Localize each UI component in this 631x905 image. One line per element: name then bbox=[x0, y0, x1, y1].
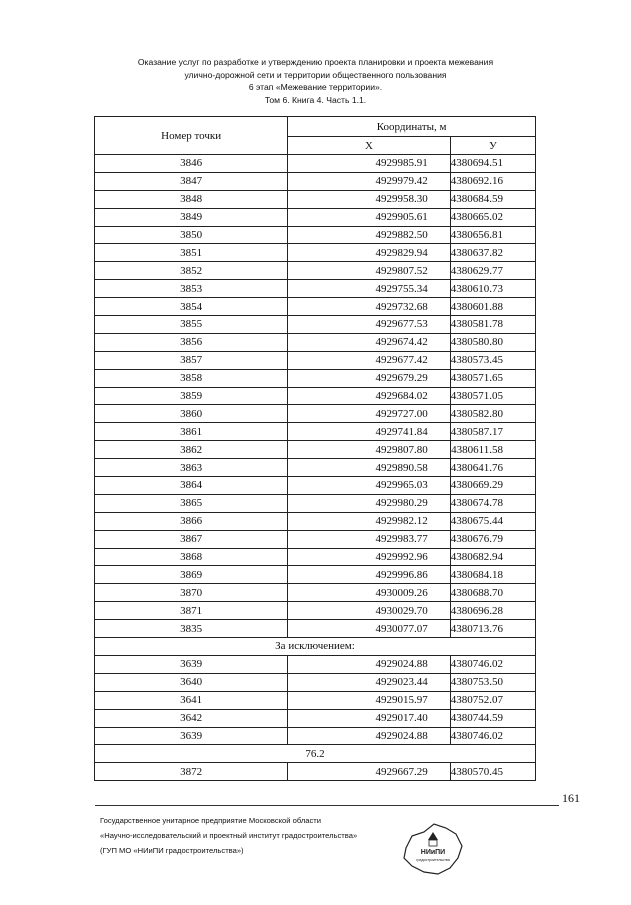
x-coordinate-cell: 4929727.00 bbox=[288, 405, 450, 423]
point-number-cell: 3869 bbox=[95, 566, 288, 584]
point-number-cell: 3642 bbox=[95, 709, 288, 727]
exclusion-label: За исключением: bbox=[95, 638, 536, 656]
table-row bbox=[95, 673, 536, 691]
point-number-cell: 3640 bbox=[95, 673, 288, 691]
y-coordinate-cell: 4380581.78 bbox=[450, 316, 535, 334]
y-coordinate-cell: 4380656.81 bbox=[450, 226, 535, 244]
y-coordinate-cell: 4380587.17 bbox=[450, 423, 535, 441]
x-coordinate-cell: 4929982.12 bbox=[288, 512, 450, 530]
table-header-row bbox=[95, 117, 536, 137]
table-row bbox=[95, 584, 536, 602]
x-coordinate-cell: 4929741.84 bbox=[288, 423, 450, 441]
point-number-cell: 3858 bbox=[95, 369, 288, 387]
exclusion-label-row bbox=[95, 638, 536, 656]
x-coordinate-cell: 4929807.52 bbox=[288, 262, 450, 280]
y-coordinate-cell: 4380684.18 bbox=[450, 566, 535, 584]
table-row bbox=[95, 655, 536, 673]
x-coordinate-cell: 4929677.42 bbox=[288, 351, 450, 369]
footer-line-1: Государственное унитарное предприятие Московской области bbox=[100, 816, 322, 825]
y-coordinate-cell: 4380665.02 bbox=[450, 208, 535, 226]
section-label-row bbox=[95, 745, 536, 763]
point-number-cell: 3846 bbox=[95, 155, 288, 173]
point-number-cell: 3864 bbox=[95, 477, 288, 495]
table-row bbox=[95, 727, 536, 745]
x-coordinate-cell: 4929755.34 bbox=[288, 280, 450, 298]
table-row bbox=[95, 369, 536, 387]
table-row bbox=[95, 387, 536, 405]
y-coordinate-cell: 4380692.16 bbox=[450, 172, 535, 190]
y-coordinate-cell: 4380571.05 bbox=[450, 387, 535, 405]
y-coordinate-cell: 4380675.44 bbox=[450, 512, 535, 530]
point-number-cell: 3866 bbox=[95, 512, 288, 530]
y-coordinate-cell: 4380610.73 bbox=[450, 280, 535, 298]
x-coordinate-cell: 4929732.68 bbox=[288, 298, 450, 316]
x-coordinate-cell: 4929905.61 bbox=[288, 208, 450, 226]
y-coordinate-cell: 4380629.77 bbox=[450, 262, 535, 280]
table-row bbox=[95, 459, 536, 477]
x-coordinate-cell: 4929679.29 bbox=[288, 369, 450, 387]
point-number-cell: 3850 bbox=[95, 226, 288, 244]
point-number-cell: 3848 bbox=[95, 190, 288, 208]
y-coordinate-cell: 4380674.78 bbox=[450, 494, 535, 512]
table-row bbox=[95, 709, 536, 727]
point-number-cell: 3851 bbox=[95, 244, 288, 262]
point-number-cell: 3857 bbox=[95, 351, 288, 369]
table-row bbox=[95, 226, 536, 244]
table-row bbox=[95, 494, 536, 512]
table-row bbox=[95, 298, 536, 316]
point-number-cell: 3859 bbox=[95, 387, 288, 405]
table-row bbox=[95, 691, 536, 709]
table-row bbox=[95, 316, 536, 334]
table-row bbox=[95, 620, 536, 638]
x-coordinate-cell: 4929958.30 bbox=[288, 190, 450, 208]
table-row bbox=[95, 512, 536, 530]
footer-line-2: «Научно-исследовательский и проектный институт градостроительства» bbox=[100, 831, 358, 840]
coordinates-table bbox=[94, 116, 536, 781]
header-line-3: 6 этап «Межевание территории». bbox=[248, 82, 383, 92]
y-coordinate-cell: 4380744.59 bbox=[450, 709, 535, 727]
table-row bbox=[95, 280, 536, 298]
point-number-cell: 3641 bbox=[95, 691, 288, 709]
table-row bbox=[95, 441, 536, 459]
x-coordinate-cell: 4929983.77 bbox=[288, 530, 450, 548]
x-header: X bbox=[288, 137, 450, 155]
x-coordinate-cell: 4929015.97 bbox=[288, 691, 450, 709]
table-row bbox=[95, 351, 536, 369]
point-number-cell: 3855 bbox=[95, 316, 288, 334]
y-coordinate-cell: 4380580.80 bbox=[450, 333, 535, 351]
table-row bbox=[95, 405, 536, 423]
point-number-cell: 3861 bbox=[95, 423, 288, 441]
point-number-cell: 3862 bbox=[95, 441, 288, 459]
coordinates-header: Координаты, м bbox=[288, 117, 536, 137]
y-coordinate-cell: 4380746.02 bbox=[450, 727, 535, 745]
point-number-cell: 3871 bbox=[95, 602, 288, 620]
y-coordinate-cell: 4380753.50 bbox=[450, 673, 535, 691]
point-number-cell: 3867 bbox=[95, 530, 288, 548]
table-row bbox=[95, 190, 536, 208]
header-line-2: улично-дорожной сети и территории общественного пользования bbox=[184, 69, 447, 80]
point-number-cell: 3639 bbox=[95, 727, 288, 745]
point-number-cell: 3849 bbox=[95, 208, 288, 226]
table-row bbox=[95, 208, 536, 226]
table-row bbox=[95, 566, 536, 584]
table-row bbox=[95, 530, 536, 548]
table-row bbox=[95, 423, 536, 441]
y-coordinate-cell: 4380637.82 bbox=[450, 244, 535, 262]
point-number-cell: 3856 bbox=[95, 333, 288, 351]
x-coordinate-cell: 4929882.50 bbox=[288, 226, 450, 244]
y-coordinate-cell: 4380573.45 bbox=[450, 351, 535, 369]
x-coordinate-cell: 4929667.29 bbox=[288, 763, 450, 781]
y-coordinate-cell: 4380688.70 bbox=[450, 584, 535, 602]
x-coordinate-cell: 4929979.42 bbox=[288, 172, 450, 190]
document-header bbox=[60, 56, 571, 106]
x-coordinate-cell: 4929674.42 bbox=[288, 333, 450, 351]
y-coordinate-cell: 4380571.65 bbox=[450, 369, 535, 387]
section-label: 76.2 bbox=[95, 745, 536, 763]
table-row bbox=[95, 602, 536, 620]
x-coordinate-cell: 4929017.40 bbox=[288, 709, 450, 727]
header-line-1: Оказание услуг по разработке и утверждению проекта планировки и проекта межевания bbox=[137, 57, 494, 67]
table-row bbox=[95, 172, 536, 190]
point-number-cell: 3853 bbox=[95, 280, 288, 298]
point-number-cell: 3852 bbox=[95, 262, 288, 280]
point-number-cell: 3865 bbox=[95, 494, 288, 512]
x-coordinate-cell: 4930077.07 bbox=[288, 620, 450, 638]
footer-line-3: (ГУП МО «НИиПИ градостроительства») bbox=[100, 846, 244, 855]
logo-subtext: градостроительства bbox=[416, 858, 450, 862]
page-number: 161 bbox=[562, 791, 580, 805]
x-coordinate-cell: 4930029.70 bbox=[288, 602, 450, 620]
point-number-cell: 3835 bbox=[95, 620, 288, 638]
x-coordinate-cell: 4929992.96 bbox=[288, 548, 450, 566]
y-coordinate-cell: 4380684.59 bbox=[450, 190, 535, 208]
point-number-header: Номер точки bbox=[95, 117, 288, 155]
footer-divider bbox=[95, 805, 559, 806]
table-row bbox=[95, 763, 536, 781]
point-number-cell: 3870 bbox=[95, 584, 288, 602]
x-coordinate-cell: 4929023.44 bbox=[288, 673, 450, 691]
y-coordinate-cell: 4380611.58 bbox=[450, 441, 535, 459]
table-row bbox=[95, 244, 536, 262]
x-coordinate-cell: 4929890.58 bbox=[288, 459, 450, 477]
x-coordinate-cell: 4929807.80 bbox=[288, 441, 450, 459]
y-coordinate-cell: 4380570.45 bbox=[450, 763, 535, 781]
y-header: У bbox=[450, 137, 535, 155]
y-coordinate-cell: 4380746.02 bbox=[450, 655, 535, 673]
institute-logo-icon bbox=[398, 818, 468, 878]
point-number-cell: 3872 bbox=[95, 763, 288, 781]
y-coordinate-cell: 4380713.76 bbox=[450, 620, 535, 638]
header-line-4: Том 6. Книга 4. Часть 1.1. bbox=[264, 94, 367, 105]
point-number-cell: 3854 bbox=[95, 298, 288, 316]
x-coordinate-cell: 4929985.91 bbox=[288, 155, 450, 173]
x-coordinate-cell: 4929829.94 bbox=[288, 244, 450, 262]
y-coordinate-cell: 4380694.51 bbox=[450, 155, 535, 173]
x-coordinate-cell: 4929677.53 bbox=[288, 316, 450, 334]
y-coordinate-cell: 4380641.76 bbox=[450, 459, 535, 477]
x-coordinate-cell: 4930009.26 bbox=[288, 584, 450, 602]
y-coordinate-cell: 4380669.29 bbox=[450, 477, 535, 495]
table-row bbox=[95, 333, 536, 351]
y-coordinate-cell: 4380752.07 bbox=[450, 691, 535, 709]
x-coordinate-cell: 4929980.29 bbox=[288, 494, 450, 512]
y-coordinate-cell: 4380676.79 bbox=[450, 530, 535, 548]
y-coordinate-cell: 4380582.80 bbox=[450, 405, 535, 423]
x-coordinate-cell: 4929024.88 bbox=[288, 727, 450, 745]
table-row bbox=[95, 262, 536, 280]
table-row bbox=[95, 155, 536, 173]
footer bbox=[100, 813, 357, 858]
y-coordinate-cell: 4380601.88 bbox=[450, 298, 535, 316]
x-coordinate-cell: 4929684.02 bbox=[288, 387, 450, 405]
table-row bbox=[95, 548, 536, 566]
y-coordinate-cell: 4380696.28 bbox=[450, 602, 535, 620]
point-number-cell: 3639 bbox=[95, 655, 288, 673]
table-row bbox=[95, 477, 536, 495]
x-coordinate-cell: 4929996.86 bbox=[288, 566, 450, 584]
point-number-cell: 3860 bbox=[95, 405, 288, 423]
point-number-cell: 3847 bbox=[95, 172, 288, 190]
point-number-cell: 3868 bbox=[95, 548, 288, 566]
point-number-cell: 3863 bbox=[95, 459, 288, 477]
x-coordinate-cell: 4929024.88 bbox=[288, 655, 450, 673]
logo-text: НИиПИ bbox=[420, 849, 446, 856]
x-coordinate-cell: 4929965.03 bbox=[288, 477, 450, 495]
y-coordinate-cell: 4380682.94 bbox=[450, 548, 535, 566]
